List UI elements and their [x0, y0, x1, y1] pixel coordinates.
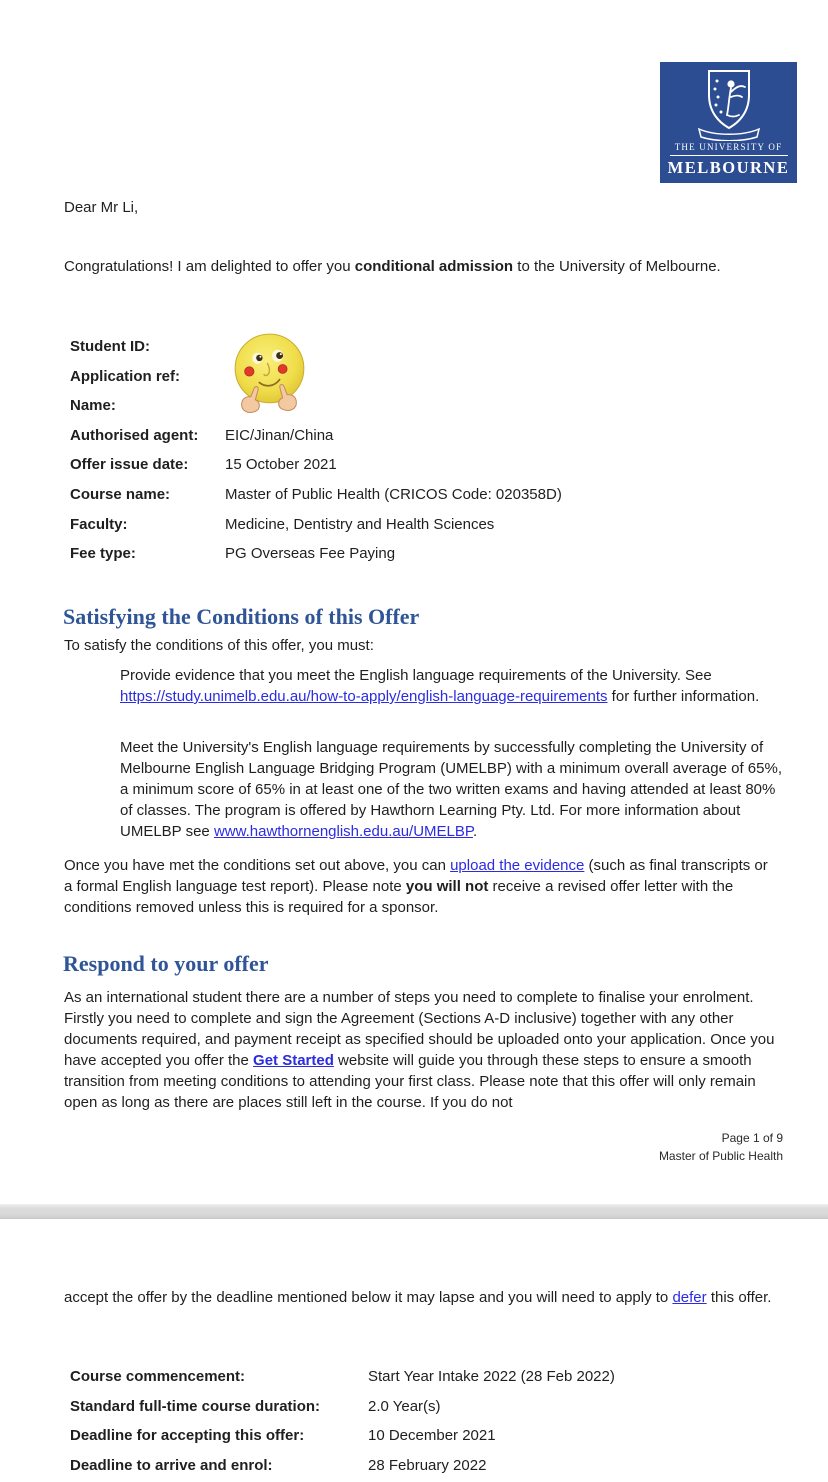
detail-label: Course name:: [70, 485, 171, 503]
logo-divider: [670, 155, 788, 156]
date-value: 10 December 2021: [368, 1427, 496, 1444]
logo-text-line2: MELBOURNE: [667, 158, 790, 177]
detail-label: Faculty:: [70, 515, 128, 533]
deadline-pre: accept the offer by the deadline mentioned below it may lapse and you will need to apply to: [64, 1289, 673, 1306]
section-heading-conditions: Satisfying the Conditions of this Offer: [63, 604, 420, 629]
upload-evidence-link[interactable]: upload the evidence: [450, 857, 585, 874]
university-of-melbourne-logo: [660, 62, 797, 183]
deadline-post: this offer.: [706, 1289, 772, 1306]
detail-value: EIC/Jinan/China: [225, 426, 334, 444]
student-details-table: [70, 332, 690, 569]
university-crest-icon: [679, 67, 779, 141]
detail-label: Offer issue date:: [70, 456, 189, 474]
evidence-post: receive a revised offer letter with the conditions removed unless this is required for a sponsor.: [64, 878, 734, 916]
detail-label: Authorised agent:: [70, 426, 199, 444]
moon-face-pointing-sticker-icon: [219, 330, 320, 419]
evidence-bold-you-will-not: you will not: [405, 878, 489, 895]
section-heading-respond: Respond to your offer: [63, 951, 269, 976]
date-value: Start Year Intake 2022 (28 Feb 2022): [368, 1368, 615, 1385]
detail-label: Application ref:: [70, 367, 181, 385]
detail-value: 15 October 2021: [225, 456, 337, 474]
respond-paragraph: [64, 987, 780, 1113]
evidence-mid: (such as final transcripts or a formal English language test report). Please note: [64, 857, 768, 895]
defer-link[interactable]: defer: [672, 1289, 707, 1306]
detail-value: Medicine, Dentistry and Health Sciences: [225, 515, 495, 533]
respond-pre: As an international student there are a number of steps you need to complete to finalise your enrolment. Firstly you need to complete and sign the Agreement (Sections A-D inclusive) together with any other documents required, and payment receipt as specified should be uploaded onto your application. Once you have accepted you offer the: [64, 989, 775, 1069]
date-label: Deadline for accepting this offer:: [70, 1427, 305, 1444]
course-dates-table: [70, 1362, 770, 1480]
intro-pre: Congratulations! I am delighted to offer you: [64, 258, 355, 275]
condition2-post: .: [472, 823, 478, 840]
intro-paragraph: [64, 256, 776, 277]
upload-evidence-paragraph: [64, 855, 778, 918]
detail-label: Name:: [70, 397, 116, 415]
detail-value: PG Overseas Fee Paying: [225, 545, 396, 563]
logo-text-line1: THE UNIVERSITY OF: [674, 142, 783, 152]
deadline-paragraph: [64, 1287, 782, 1308]
detail-label: Fee type:: [70, 545, 136, 563]
condition-item-umelbp: [120, 737, 782, 842]
detail-value: Master of Public Health (CRICOS Code: 020358D): [225, 485, 562, 503]
page-break-separator: [0, 1204, 828, 1219]
condition2-text: Meet the University's English language requirements by successfully completing the University of Melbourne English Language Bridging Program (UMELBP) with a minimum overall average of 65%, a minimum score of 65% in at least one of the two written exams and having attended at least 80% of classes. The program is offered by Hawthorn Learning Pty. Ltd. For more information about UMELBP see: [120, 739, 782, 840]
condition1-text: Provide evidence that you meet the English language requirements of the University. See: [120, 667, 712, 684]
date-value: 2.0 Year(s): [368, 1397, 441, 1415]
condition1-post: for further information.: [607, 688, 760, 705]
greeting: Dear Mr Li,: [64, 199, 139, 216]
evidence-pre: Once you have met the conditions set out above, you can: [64, 857, 451, 874]
english-requirements-link[interactable]: https://study.unimelb.edu.au/how-to-apply/english-language-requirements: [120, 688, 608, 705]
hawthorn-english-link[interactable]: www.hawthornenglish.edu.au/UMELBP: [213, 823, 473, 840]
get-started-link[interactable]: Get Started: [253, 1052, 334, 1069]
footer-page-number: Page 1 of 9: [721, 1131, 783, 1145]
date-label: Standard full-time course duration:: [70, 1397, 321, 1415]
conditions-intro: To satisfy the conditions of this offer, you must:: [64, 637, 374, 654]
detail-label: Student ID:: [70, 338, 150, 355]
page-footer: [659, 1130, 783, 1165]
condition-item-english-evidence: [120, 665, 776, 707]
intro-bold-conditional-admission: conditional admission: [354, 258, 514, 275]
intro-post: to the University of Melbourne.: [513, 258, 721, 275]
date-value: 28 February 2022: [368, 1456, 487, 1474]
date-label: Course commencement:: [70, 1368, 246, 1385]
respond-post: website will guide you through these steps to ensure a smooth transition from meeting conditions to attending your first class. Please note that this offer will only remain open as long as there are places still left in the course. If you do not: [64, 1052, 756, 1111]
footer-course-name: Master of Public Health: [658, 1148, 783, 1163]
date-label: Deadline to arrive and enrol:: [70, 1456, 273, 1474]
